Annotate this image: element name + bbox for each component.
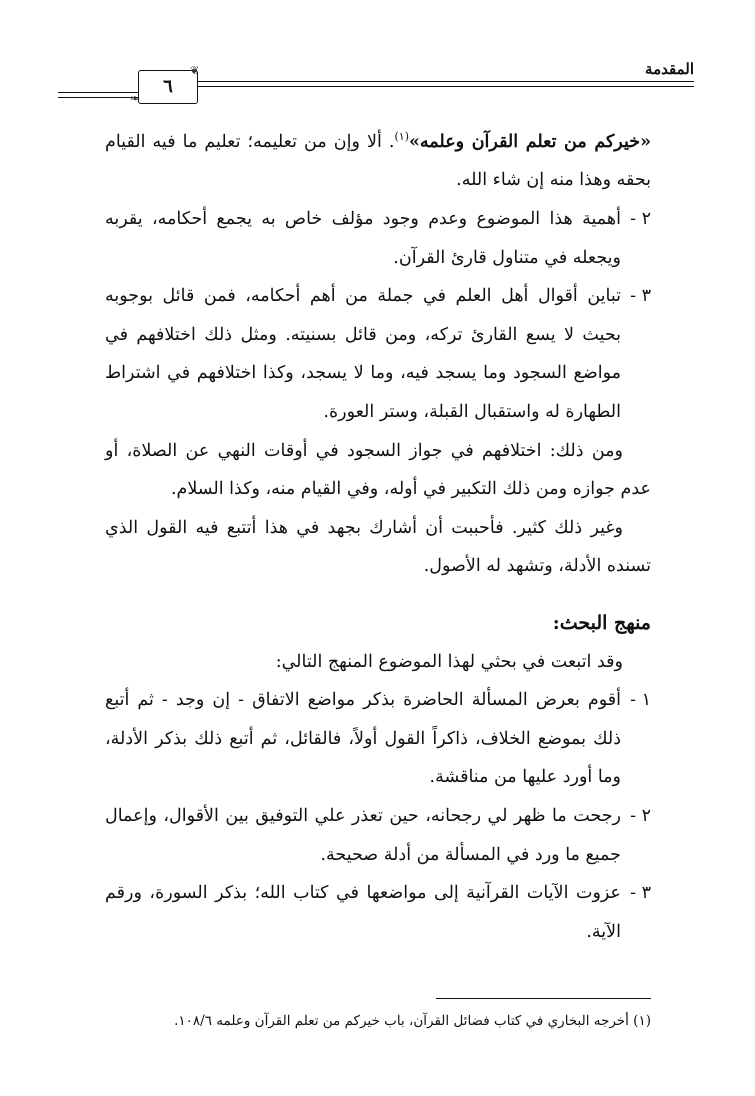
item-text: أهمية هذا الموضوع وعدم وجود مؤلف خاص به يجمع أحكامه، يقربه ويجعله في متناول قارئ القرآن. [105, 209, 621, 268]
header-rule [154, 81, 694, 82]
paragraph [105, 118, 651, 200]
footnote-rule [436, 998, 651, 999]
section-title: المقدمة [645, 60, 694, 78]
item-text: أقوم بعرض المسألة الحاضرة بذكر مواضع الاتفاق - إن وجد - ثم أتبع ذلك بموضع الخلاف، ذاكراً القول أولاً، فالقائل، ثم أتبع ذلك بذكر الأدلة، وما أورد عليها من مناقشة. [105, 690, 621, 788]
body-text [105, 118, 651, 951]
section-heading: منهج البحث: [552, 611, 651, 634]
footnote-ref: (١) [394, 130, 409, 143]
paragraph: وغير ذلك كثير. فأحببت أن أشارك بجهد في هذا أتتبع فيه القول الذي تسنده الأدلة، وتشهد له الأصول. [105, 517, 651, 577]
header-rule [154, 86, 694, 87]
item-text: تباين أقوال أهل العلم في جملة من أهم أحكامه، فمن قائل بوجوبه بحيث لا يسع القارئ تركه، ومن قائل بسنيته. ومثل ذلك اختلافهم في مواضع السجود وما يسجد فيه، وما لا يسجد، وكذا اختلافهم في اشتراط الطهارة له واستقبال القبلة، وستر العورة. [105, 286, 621, 422]
list-item [105, 277, 651, 431]
paragraph: وقد اتبعت في بحثي لهذا الموضوع المنهج التالي: [275, 651, 623, 672]
page-header [58, 52, 694, 104]
ornament-icon: ❧ [130, 92, 140, 105]
item-number: ٣ - [630, 883, 651, 904]
item-number: ٢ - [630, 209, 651, 230]
item-number: ٢ - [630, 805, 651, 826]
paragraph: ومن ذلك: اختلافهم في جواز السجود في أوقات النهي عن الصلاة، أو عدم جوازه ومن ذلك التكبير في أوله، وفي القيام منه، وكذا السلام. [105, 440, 651, 500]
list-item [105, 681, 651, 797]
item-number: ٣ - [630, 286, 651, 307]
item-text: عزوت الآيات القرآنية إلى مواضعها في كتاب الله؛ بذكر السورة، ورقم الآية. [105, 883, 621, 942]
list-item [105, 874, 651, 951]
header-rule [58, 92, 138, 93]
hadith-quote: «خيركم من تعلم القرآن وعلمه» [408, 131, 652, 152]
list-item [105, 797, 651, 874]
header-rule [58, 97, 138, 98]
footnote: (١) أخرجه البخاري في كتاب فضائل القرآن، باب خيركم من تعلم القرآن وعلمه ١٠٨/٦. [174, 1013, 651, 1029]
list-item [105, 200, 651, 277]
page-number: ٦ [138, 70, 198, 104]
item-number: ١ - [630, 690, 651, 711]
ornament-icon: ❦ [190, 64, 200, 77]
paragraph-text: . ألا وإن من تعليمه؛ تعليم ما فيه القيام بحقه وهذا منه إن شاء الله. [105, 131, 651, 191]
item-text: رجحت ما ظهر لي رجحانه، حين تعذر علي التوفيق بين الأقوال، وإعمال جميع ما ورد في المسألة من أدلة صحيحة. [105, 805, 621, 865]
